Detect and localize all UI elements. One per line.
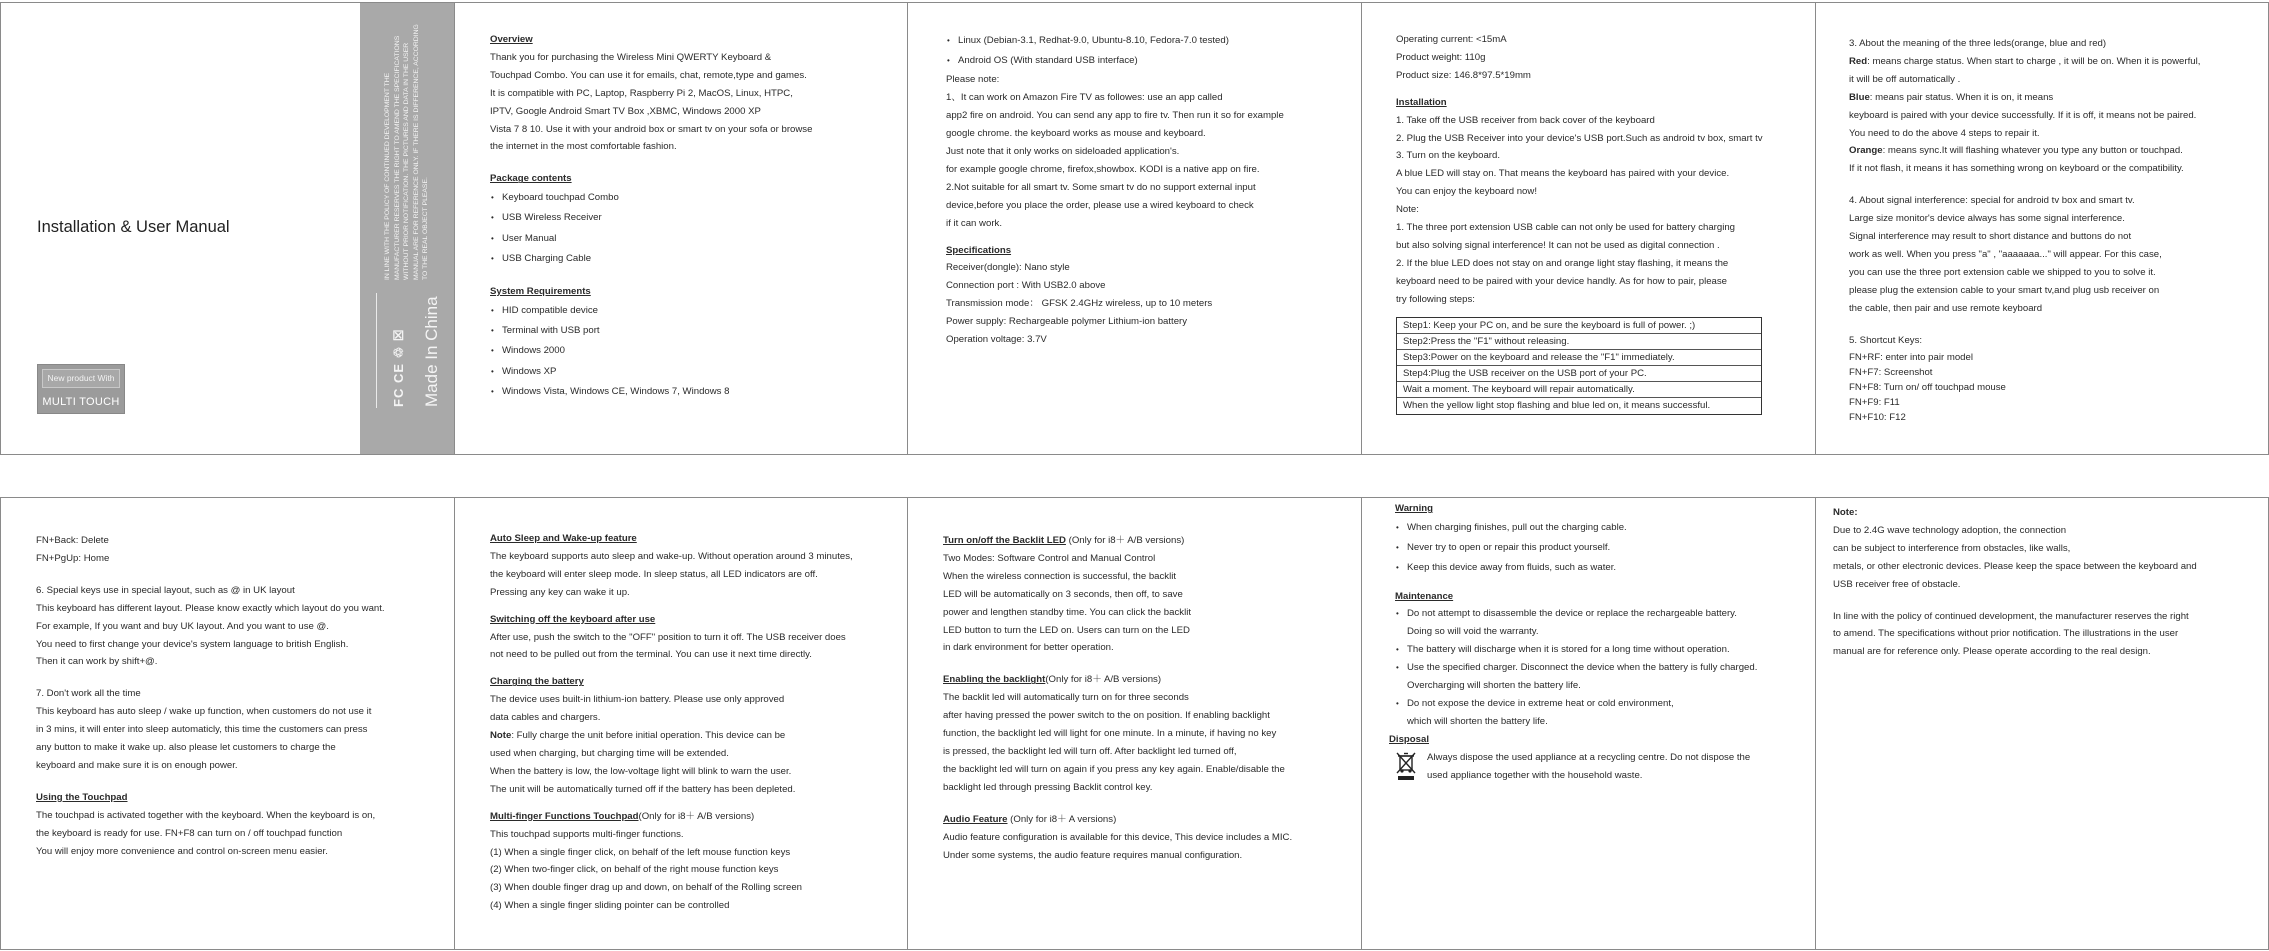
install-line: 1. The three port extension USB cable can not only be used for battery charging [1396, 222, 1736, 234]
blue-label: Blue [1849, 91, 1870, 103]
note-line: : Fully charge the unit before initial operation. This device can be [511, 730, 786, 742]
audio-suffix: (Only for i8＋ A versions) [1007, 813, 1117, 825]
note-line: for example google chrome, firefox,showbox. KODI is a native app on fire. [946, 163, 1260, 175]
multi-line: (1) When a single finger click, on behalf of the left mouse function keys [490, 846, 791, 858]
policy-line: to amend. The specifications without prior notification. The illustrations in the user [1833, 628, 2179, 640]
signal-line: work as well. When you press "a" , "aaaaaaa..." will appear. For this case, [1849, 248, 2162, 260]
shortcut-line: FN+F10: F12 [1849, 411, 1906, 423]
list-item: • Terminal with USB port [490, 321, 900, 341]
switch-off-heading: Switching off the keyboard after use [490, 613, 656, 625]
note-panel [1815, 498, 2269, 949]
manual-title: Installation & User Manual [37, 218, 230, 236]
overview-heading: Overview [490, 34, 533, 45]
red-line: : means charge status. When start to charge , it will be on. When it is powerful, [1867, 55, 2201, 67]
audio-line: Under some systems, the audio feature requires manual configuration. [943, 849, 1243, 861]
note-line: When the battery is low, the low-voltage light will blink to warn the user. [490, 765, 792, 777]
manual-sheet-front [0, 2, 2269, 455]
orange-line: : means sync.It will flashing whatever you type any button or touchpad. [1882, 145, 2183, 157]
made-in-china-text: Made In China [422, 296, 441, 407]
audio-line: Audio feature configuration is available for this device, This device includes a MIC. [943, 831, 1293, 843]
backlit-heading: Turn on/off the Backlit LED [943, 535, 1066, 546]
shortcut-line: FN+F8: Turn on/ off touchpad mouse [1849, 381, 2006, 393]
list-item: • Use the specified charger. Disconnect the device when the battery is fully charged. Overcharging will shorten the battery life. [1395, 659, 1809, 695]
dont-work-line: This keyboard has auto sleep / wake up function, when customers do not use it [36, 706, 372, 718]
orange-label: Orange [1849, 145, 1883, 157]
list-item: • Do not attempt to disassemble the device or replace the rechargeable battery. Doing so will void the warranty. [1395, 605, 1809, 641]
red-label: Red [1849, 55, 1868, 67]
package-list [490, 188, 900, 269]
touchpad-line: You will enjoy more convenience and control on-screen menu easier. [36, 845, 328, 857]
audio-heading: Audio Feature [943, 813, 1008, 825]
badge-top-text: New product With [42, 369, 120, 388]
backlit-line: power and lengthen standby time. You can click the backlit [943, 606, 1191, 618]
sleep-heading: Auto Sleep and Wake-up feature [490, 533, 637, 544]
keys-touchpad-panel [1, 498, 454, 949]
table-row: When the yellow light stop flashing and blue led on, it means successful. [1403, 399, 1711, 411]
overview-line: Vista 7 8 10. Use it with your android box or smart tv on your sofa or browse [490, 123, 813, 135]
special-line: For example, If you want and buy UK layout. And you want to use @. [36, 620, 329, 632]
blue-line: : means pair status. When it is on, it means [1869, 91, 2054, 103]
list-item: • Linux (Debian-3.1, Redhat-9.0, Ubuntu-8.10, Fedora-7.0 tested) [946, 31, 1356, 51]
list-item: • USB Wireless Receiver [490, 208, 900, 228]
disposal-row [1395, 749, 1809, 785]
disposal-line: Always dispose the used appliance at a recycling centre. Do not dispose the [1427, 752, 1751, 764]
enable-line: after having pressed the power switch to the on position. If enabling backlight [943, 710, 1270, 722]
install-line: Note: [1396, 204, 1419, 216]
install-line: but also solving signal interference! It can not be used as digital connection . [1396, 239, 1720, 251]
badge-bottom-text: MULTI TOUCH [42, 396, 120, 408]
enable-line: backlight led through pressing Backlit control key. [943, 781, 1153, 793]
system-list [490, 301, 900, 402]
warning-list [1395, 518, 1809, 579]
charge-line: data cables and chargers. [490, 712, 601, 724]
backlit-suffix: (Only for i8＋ A/B versions) [1065, 535, 1185, 546]
policy-line: In line with the policy of continued development, the manufacturer reserves the right [1833, 610, 2189, 622]
spec-line: Operating current: <15mA [1396, 34, 1507, 45]
backlit-audio-panel [907, 498, 1361, 949]
list-item: • Keep this device away from fluids, such as water. [1395, 558, 1809, 578]
special-line: 6. Special keys use in special layout, such as @ in UK layout [36, 584, 295, 596]
special-line: You need to first change your device's system language to british English. [36, 638, 349, 650]
spec-line: Product size: 146.8*97.5*19mm [1396, 69, 1531, 81]
dont-work-line: keyboard and make sure it is on enough power. [36, 759, 238, 771]
enable-line: the backlight led will turn on again if you press any key again. Enable/disable the [943, 763, 1285, 775]
spec-line: Transmission mode： GFSK 2.4GHz wireless, up to 10 meters [946, 298, 1213, 310]
note-line: USB receiver free of obstacle. [1833, 578, 1961, 590]
backlit-line: LED button to turn the LED on. Users can turn on the LED [943, 624, 1190, 636]
signal-line: the cable, then pair and use remote keyboard [1849, 302, 2043, 314]
led-heading: 3. About the meaning of the three leds(orange, blue and red) [1849, 38, 2107, 49]
install-line: 1. Take off the USB receiver from back cover of the keyboard [1396, 114, 1655, 126]
spine-strip [360, 3, 454, 454]
multi-line: (2) When two-finger click, on behalf of the right mouse function keys [490, 864, 779, 876]
overview-panel [454, 3, 907, 454]
table-row: Step4:Plug the USB receiver on the USB port of your PC. [1397, 366, 1761, 382]
switch-line: After use, push the switch to the "OFF" position to turn it off. The USB receiver does [490, 631, 846, 643]
note-heading: Note: [1833, 507, 1858, 518]
signal-line: please plug the extension cable to your smart tv,and plug usb receiver on [1849, 284, 2160, 296]
red-line: it will be off automatically . [1849, 73, 1961, 85]
backlit-line: in dark environment for better operation. [943, 642, 1114, 654]
list-item: • Windows Vista, Windows CE, Windows 7, Windows 8 [490, 382, 900, 402]
multi-line: (3) When double finger drag up and down, on behalf of the Rolling screen [490, 882, 802, 894]
sleep-battery-panel [454, 498, 907, 949]
list-item: • User Manual [490, 229, 900, 249]
maintenance-heading: Maintenance [1395, 590, 1454, 602]
manual-sheet-back [0, 497, 2269, 950]
enable-backlight-heading: Enabling the backlight [943, 674, 1046, 686]
multi-touch-badge [37, 364, 125, 414]
dont-work-line: in 3 mins, it will enter into sleep automaticly, this time the customers can press [36, 724, 368, 736]
spine-disclaimer: IN LINE WITH THE POLICY OF CONTINUED DEVELOPMENT THE MANUFACTURER RESERVES THE RIGHT TO AMEND THE SPECIFICATIONS WITHOUT PRIOR NOTIFICATION. THE PICTURES AND DATA IN THE USER MANUAL ARE FOR REFERENCE ONLY. IF THERE IS DIFFERENCE, ACCORDING TO THE REAL OBJECT PLEASE. [384, 24, 430, 280]
charging-heading: Charging the battery [490, 676, 584, 688]
enable-line: is pressed, the backlight led will turn off. After backlight led turned off, [943, 745, 1237, 757]
list-item: • Do not expose the device in extreme heat or cold environment, which will shorten the battery life. [1395, 695, 1809, 731]
note-line: The unit will be automatically turned off if the battery has been depleted. [490, 783, 796, 795]
enable-backlight-suffix: (Only for i8＋ A/B versions) [1045, 674, 1162, 686]
signal-line: you can use the three port extension cable we shipped to you to solve it. [1849, 266, 2156, 278]
note-line: used when charging, but charging time will be extended. [490, 747, 729, 759]
maintenance-list [1395, 605, 1809, 731]
list-item: • Windows XP [490, 362, 900, 382]
spec-line: Connection port : With USB2.0 above [946, 280, 1106, 292]
shortcut-line: FN+F7: Screenshot [1849, 366, 1933, 378]
led-shortcut-panel [1815, 3, 2269, 454]
disposal-line: used appliance together with the household waste. [1427, 770, 1643, 782]
charge-line: The device uses built-in lithium-ion battery. Please use only approved [490, 694, 785, 706]
note-line: google chrome. the keyboard works as mouse and keyboard. [946, 128, 1206, 140]
certification-marks-icon: FC CE ♲ ☒ [391, 328, 406, 407]
enable-line: The backlit led will automatically turn on for three seconds [943, 692, 1189, 704]
switch-line: not need to be pulled out from the terminal. You can use it next time directly. [490, 649, 812, 661]
spec-line: Receiver(dongle): Nano style [946, 262, 1070, 274]
table-row: Wait a moment. The keyboard will repair automatically. [1397, 382, 1761, 398]
signal-line: Signal interference may result to short distance and buttons do not [1849, 231, 2132, 243]
install-line: try following steps: [1396, 293, 1475, 305]
list-item: • Windows 2000 [490, 341, 900, 361]
installation-panel [1361, 3, 1815, 454]
touchpad-line: the keyboard is ready for use. FN+F8 can turn on / off touchpad function [36, 827, 343, 839]
pairing-steps-table [1396, 317, 1762, 415]
note-line: device,before you place the order, please use a wired keyboard to check [946, 199, 1254, 211]
note-line: can be subject to interference from obstacles, like walls, [1833, 542, 2071, 554]
shortcut-line: FN+RF: enter into pair model [1849, 351, 1973, 363]
list-item: • Never try to open or repair this product yourself. [1395, 538, 1809, 558]
overview-line: Thank you for purchasing the Wireless Mini QWERTY Keyboard & [490, 51, 772, 63]
install-line: 2. Plug the USB Receiver into your device's USB port.Such as android tv box, smart tv [1396, 132, 1763, 144]
disposal-heading: Disposal [1389, 734, 1429, 746]
spec-heading: Specifications [946, 244, 1012, 256]
note-line: 2.Not suitable for all smart tv. Some smart tv do no support external input [946, 181, 1256, 193]
note-label: Please note: [946, 74, 1000, 86]
enable-line: function, the backlight led will light for one minute. In a minute, if having no key [943, 728, 1277, 740]
note-line: app2 fire on android. You can send any app to fire tv. Then run it so for example [946, 110, 1284, 122]
spec-line: Product weight: 110g [1396, 51, 1486, 63]
crossed-bin-icon [1395, 751, 1417, 781]
list-item: • Android OS (With standard USB interface) [946, 51, 1356, 71]
backlit-line: LED will be automatically on 3 seconds, then off, to save [943, 588, 1183, 600]
list-item: • Keyboard touchpad Combo [490, 188, 900, 208]
special-line: This keyboard has different layout. Please know exactly which layout do you want. [36, 602, 385, 614]
cover-panel [1, 3, 454, 454]
note-line: 1、It can work on Amazon Fire TV as followes: use an app called [946, 92, 1223, 104]
install-line: You can enjoy the keyboard now! [1396, 186, 1537, 198]
overview-line: Touchpad Combo. You can use it for emails, chat, remote,type and games. [490, 69, 807, 81]
install-line: A blue LED will stay on. That means the keyboard has paired with your device. [1396, 168, 1730, 180]
signal-line: Large size monitor's device always has some signal interference. [1849, 213, 2125, 225]
table-row: Step2:Press the "F1" without releasing. [1397, 334, 1761, 350]
spine-divider [376, 293, 377, 408]
backlit-line: Two Modes: Software Control and Manual Control [943, 552, 1156, 564]
dont-work-line: any button to make it wake up. also please let customers to charge the [36, 742, 336, 754]
list-item: • USB Charging Cable [490, 249, 900, 269]
note-label: Note [490, 730, 512, 742]
package-heading: Package contents [490, 173, 572, 185]
list-item: • The battery will discharge when it is stored for a long time without operation. [1395, 641, 1809, 659]
list-item: • When charging finishes, pull out the charging cable. [1395, 518, 1809, 538]
system-heading: System Requirements [490, 286, 591, 298]
touchpad-line: The touchpad is activated together with the keyboard. When the keyboard is on, [36, 809, 376, 821]
multi-line: (4) When a single finger sliding pointer can be controlled [490, 900, 730, 912]
table-row: Step3:Power on the keyboard and release the "F1" immediately. [1397, 350, 1761, 366]
spec-line: Power supply: Rechargeable polymer Lithium-ion battery [946, 316, 1188, 328]
overview-line: IPTV, Google Android Smart TV Box ,XBMC, Windows 2000 XP [490, 105, 761, 117]
os-list [946, 31, 1356, 71]
sleep-line: the keyboard will enter sleep mode. In sleep status, all LED indicators are off. [490, 568, 818, 580]
orange-line: If it not flash, it means it has something wrong on keyboard or the compatibility. [1849, 163, 2184, 175]
special-line: Then it can work by shift+@. [36, 656, 158, 668]
signal-line: 4. About signal interference: special for android tv box and smart tv. [1849, 195, 2135, 207]
installation-heading: Installation [1396, 96, 1447, 108]
install-line: 2. If the blue LED does not stay on and orange light stay flashing, it means the [1396, 257, 1729, 269]
overview-line: It is compatible with PC, Laptop, Raspberry Pi 2, MacOS, Linux, HTPC, [490, 87, 793, 99]
install-line: keyboard need to be paired with your device handly. As for how to pair, please [1396, 275, 1728, 287]
multi-finger-suffix: (Only for i8＋ A/B versions) [638, 810, 755, 822]
touchpad-heading: Using the Touchpad [36, 791, 128, 803]
policy-line: manual are for reference only. Please operate according to the real design. [1833, 646, 2151, 658]
sleep-line: Pressing any key can wake it up. [490, 586, 630, 598]
multi-line: This touchpad supports multi-finger functions. [490, 828, 684, 840]
warning-maintenance-panel [1361, 498, 1815, 949]
shortcut-line: FN+PgUp: Home [36, 552, 110, 564]
note-line: Just note that it only works on sideloaded application's. [946, 146, 1180, 158]
blue-line: You need to do the above 4 steps to repair it. [1849, 127, 2040, 139]
blue-line: keyboard is paired with your device successfully. If it is off, it means not be paired. [1849, 109, 2197, 121]
shortcut-heading: 5. Shortcut Keys: [1849, 334, 1923, 346]
shortcut-line: FN+Back: Delete [36, 535, 109, 546]
spec-line: Operation voltage: 3.7V [946, 334, 1047, 346]
multi-finger-heading: Multi-finger Functions Touchpad [490, 810, 639, 822]
table-row: Step1: Keep your PC on, and be sure the keyboard is full of power. ;) [1397, 318, 1761, 334]
note-line: if it can work. [946, 217, 1002, 229]
dont-work-line: 7. Don't work all the time [36, 688, 141, 700]
sleep-line: The keyboard supports auto sleep and wake-up. Without operation around 3 minutes, [490, 550, 853, 562]
note-line: Due to 2.4G wave technology adoption, the connection [1833, 524, 2067, 536]
overview-line: the internet in the most comfortable fashion. [490, 141, 677, 153]
os-spec-panel [907, 3, 1361, 454]
list-item: • HID compatible device [490, 301, 900, 321]
shortcut-line: FN+F9: F11 [1849, 396, 1900, 408]
backlit-line: When the wireless connection is successful, the backlit [943, 570, 1177, 582]
note-line: metals, or other electronic devices. Please keep the space between the keyboard and [1833, 560, 2197, 572]
warning-heading: Warning [1395, 503, 1434, 514]
install-line: 3. Turn on the keyboard. [1396, 150, 1500, 162]
